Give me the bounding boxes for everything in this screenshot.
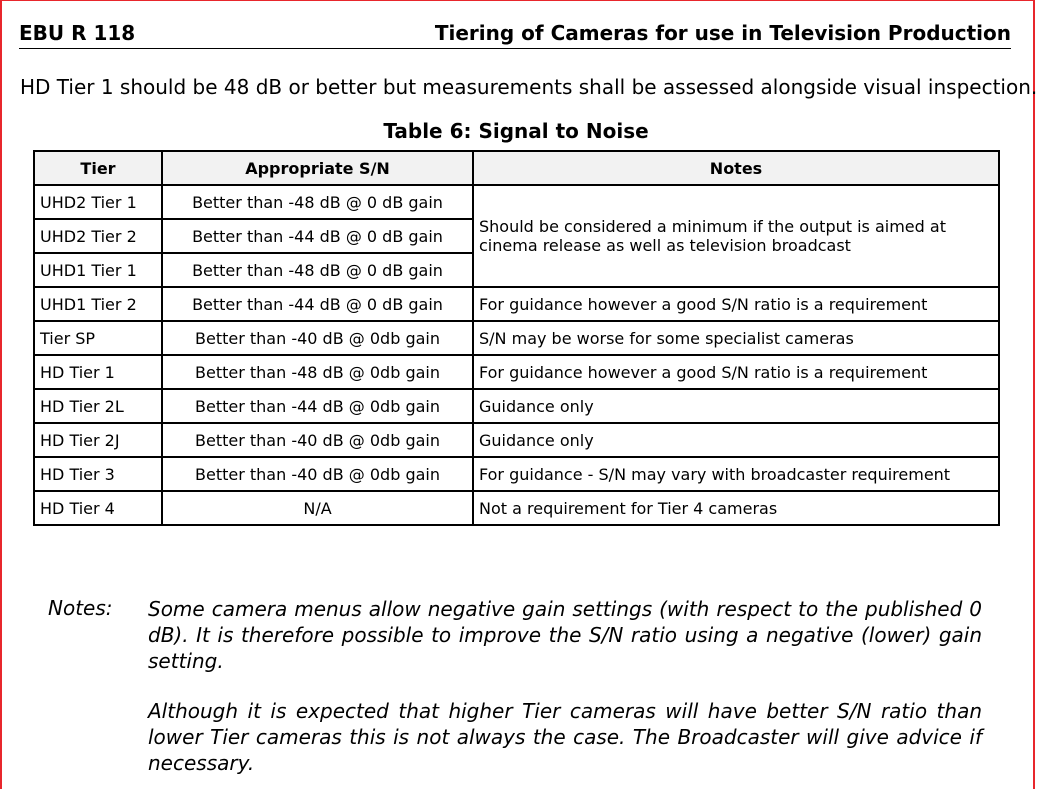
tier-cell: UHD2 Tier 2 [34,219,162,253]
tier-cell: Tier SP [34,321,162,355]
notes-cell: S/N may be worse for some specialist cameras [473,321,999,355]
sn-cell: Better than -48 dB @ 0db gain [162,355,473,389]
table-row [34,423,999,457]
sn-cell: N/A [162,491,473,525]
tier-cell: UHD1 Tier 1 [34,253,162,287]
tier-cell: HD Tier 3 [34,457,162,491]
table-row [34,457,999,491]
tier-cell: UHD1 Tier 2 [34,287,162,321]
sn-cell: Better than -40 dB @ 0db gain [162,457,473,491]
tier-cell: HD Tier 1 [34,355,162,389]
document-title: Tiering of Cameras for use in Television Production [434,21,1011,45]
sn-cell: Better than -44 dB @ 0db gain [162,389,473,423]
notes-cell: Guidance only [473,423,999,457]
notes-cell: For guidance however a good S/N ratio is a requirement [473,355,999,389]
tier-cell: HD Tier 2J [34,423,162,457]
intro-text: HD Tier 1 should be 48 dB or better but measurements shall be assessed alongside visual inspection. [20,75,1037,99]
sn-cell: Better than -48 dB @ 0 dB gain [162,185,473,219]
column-header-tier: Tier [34,151,162,185]
sn-cell: Better than -48 dB @ 0 dB gain [162,253,473,287]
table-row [34,321,999,355]
tier-cell: HD Tier 4 [34,491,162,525]
sn-cell: Better than -44 dB @ 0 dB gain [162,287,473,321]
document-id: EBU R 118 [19,21,136,45]
table-row [34,355,999,389]
signal-to-noise-table [33,150,1000,526]
notes-paragraph: Some camera menus allow negative gain settings (with respect to the published 0 dB). It is therefore possible to improve the S/N ratio using a negative (lower) gain setting. [148,597,982,673]
page-header [19,20,1011,49]
table-row [34,287,999,321]
table-caption: Table 6: Signal to Noise [383,119,649,143]
notes-cell: Not a requirement for Tier 4 cameras [473,491,999,525]
tier-cell: HD Tier 2L [34,389,162,423]
notes-paragraph: Although it is expected that higher Tier cameras will have better S/N ratio than lower Tier cameras this is not always the case. The Broadcaster will give advice if necessary. [148,699,982,775]
tier-cell: UHD2 Tier 1 [34,185,162,219]
notes-cell: Guidance only [473,389,999,423]
notes-cell: For guidance however a good S/N ratio is a requirement [473,287,999,321]
sn-cell: Better than -40 dB @ 0db gain [162,321,473,355]
notes-cell-merged: Should be considered a minimum if the output is aimed at cinema release as well as television broadcast [473,185,999,287]
column-header-sn: Appropriate S/N [162,151,473,185]
sn-cell: Better than -40 dB @ 0db gain [162,423,473,457]
column-header-notes: Notes [473,151,999,185]
table-header-row [34,151,999,185]
notes-label: Notes: [48,596,113,620]
sn-cell: Better than -44 dB @ 0 dB gain [162,219,473,253]
table-row [34,185,999,219]
table-row [34,491,999,525]
notes-cell: For guidance - S/N may vary with broadcaster requirement [473,457,999,491]
table-row [34,389,999,423]
